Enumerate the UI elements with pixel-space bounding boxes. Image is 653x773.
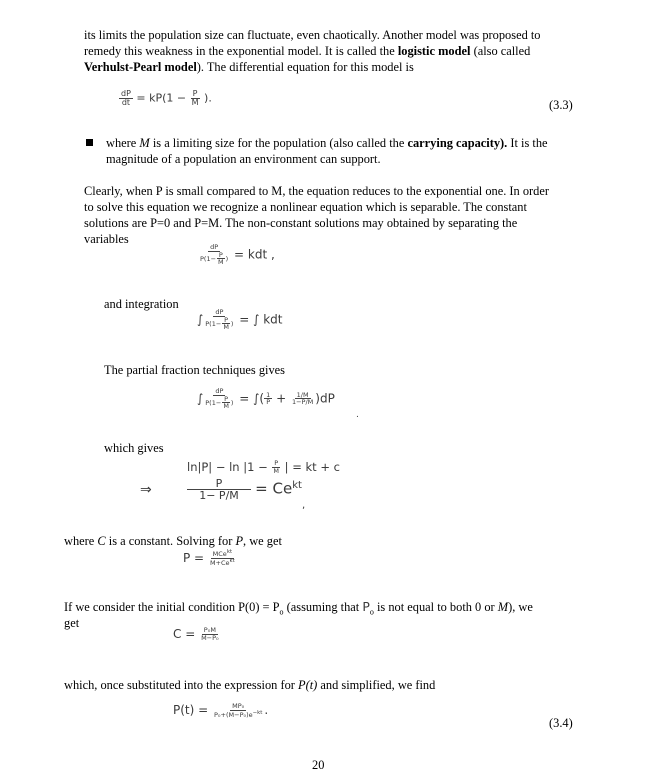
bullet-line-1: where M is a limiting size for the population (also called the carrying capacity). It is the: [106, 136, 548, 150]
equation-exponential: $\frac{P}{1- P/M}$ = $Ce^{kt}$: [187, 478, 302, 502]
text-partial-fraction: The partial fraction techniques gives: [104, 363, 285, 377]
intro-line-1: its limits the population size can fluctuate, even chaotically. Another model was proposed to: [84, 28, 541, 42]
equation-C: C = $\frac{\text{P₀M}}{\text{M−P₀}}$: [173, 626, 219, 642]
text-constant: where C is a constant. Solving for P, we get: [64, 534, 282, 548]
intro-line-3: Verhulst-Pearl model). The differential equation for this model is: [84, 60, 414, 74]
equation-3-4: P(t) = $\frac{\text{MP₀}}{P_0+(M-P_0)e^{-kt}}$ .: [173, 702, 269, 719]
stray-dot: .: [356, 410, 359, 420]
equation-integration: ∫ dP P(1− $\frac{P}{M}$ ) = ∫ kdt: [197, 308, 283, 331]
para2-line-2: to solve this equation we recognize a nonlinear equation which is separable. The constant: [84, 200, 527, 214]
equation-P-solution: P = $\frac{MCe^{kt}}{M+Ce^{kt}}$: [183, 549, 235, 567]
page-number: 20: [312, 758, 325, 772]
text-which-gives: which gives: [104, 441, 164, 455]
equation-number-3-3: (3.3): [549, 98, 573, 112]
implies-arrow-icon: ⇒: [140, 482, 152, 498]
para2-line-1: Clearly, when P is small compared to M, the equation reduces to the exponential one. In order: [84, 184, 549, 198]
term-verhulst-pearl: Verhulst-Pearl model: [84, 60, 197, 74]
equation-log: ln|P| − ln |1 − $\frac{P}{M}$ | = kt + c: [187, 459, 340, 475]
text-substituted: which, once substituted into the expression for P(t) and simplified, we find: [64, 678, 436, 692]
intro-line-2: remedy this weakness in the exponential model. It is called the logistic model (also called: [84, 44, 531, 58]
initial-condition-line-2: get: [64, 616, 80, 630]
equation-separation: dP P(1− $\frac{P}{M}$ ) = kdt ,: [200, 243, 275, 266]
equation-number-3-4: (3.4): [549, 716, 573, 730]
bullet-square-icon: [86, 139, 93, 146]
equation-partial-fraction: ∫ dP P(1− $\frac{P}{M}$ ) = ∫( $\frac{1}{P}$ + $\frac{1/M}{1-P/M}$ )dP: [197, 387, 335, 410]
initial-condition-line-1: If we consider the initial condition $P(0) = P_o$ (assuming that $P_o$ is not equal to both 0 or M), we: [64, 599, 533, 617]
para2-line-3: solutions are P=0 and P=M. The non-constant solutions may obtained by separating the: [84, 216, 518, 230]
equation-3-3: $\frac{dP}{dt}$ = kP(1 − $\frac{P}{M}$ ).: [121, 89, 212, 107]
stray-comma: ,: [302, 500, 306, 511]
term-logistic-model: logistic model: [397, 44, 471, 58]
para2-line-4: variables: [84, 232, 129, 246]
text-and-integration: and integration: [104, 297, 179, 311]
bullet-line-2: magnitude of a population an environment can support.: [106, 152, 381, 166]
